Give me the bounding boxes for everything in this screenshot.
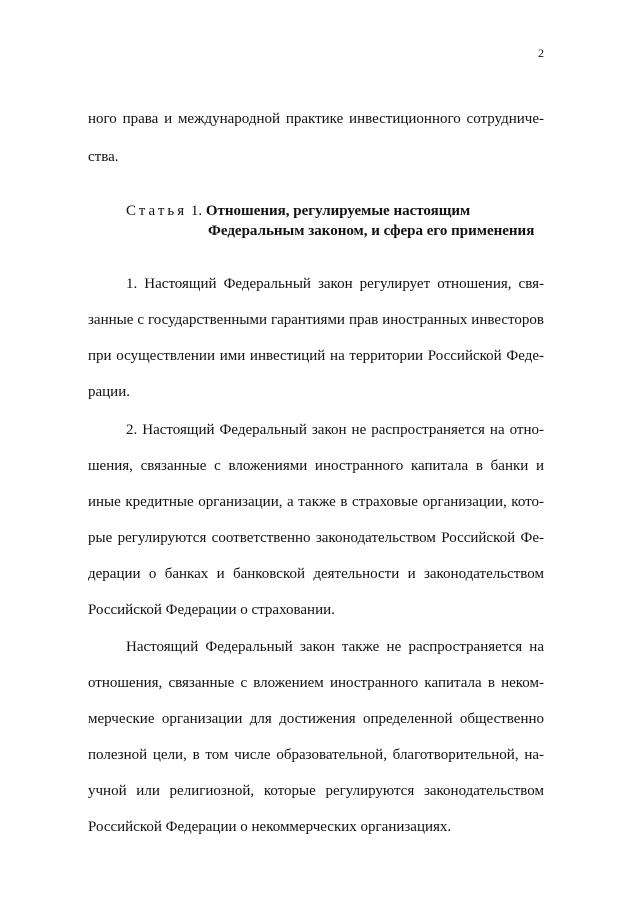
- paragraph-2-line-5: дерации о банках и банковской деятельности и законодательством: [88, 566, 544, 582]
- paragraph-2-line-3: иные кредитные организации, а также в страховые организации, кото-: [88, 494, 544, 510]
- paragraph-3-line-2: отношения, связанные с вложением иностранного капитала в неком-: [88, 675, 544, 691]
- article-number: 1.: [187, 203, 206, 219]
- paragraph-2-line-1: 2. Настоящий Федеральный закон не распространяется на отно-: [126, 422, 544, 438]
- paragraph-1-line-3: при осуществлении ими инвестиций на территории Российской Феде-: [88, 348, 544, 364]
- paragraph-2-line-6: Российской Федерации о страховании.: [88, 602, 335, 618]
- paragraph-3-line-6: Российской Федерации о некоммерческих организациях.: [88, 819, 452, 835]
- intro-line-2: ства.: [88, 149, 119, 165]
- paragraph-3-line-4: полезной цели, в том числе образовательной, благотворительной, на-: [88, 747, 544, 763]
- paragraph-2-line-2: шения, связанные с вложениями иностранного капитала в банки и: [88, 458, 544, 474]
- paragraph-2-line-4: рые регулируются соответственно законодательством Российской Фе-: [88, 530, 544, 546]
- intro-line-1: ного права и международной практике инвестиционного сотрудниче-: [88, 111, 544, 127]
- paragraph-3-line-1: Настоящий Федеральный закон также не распространяется на: [126, 639, 544, 655]
- page-number: 2: [538, 46, 544, 60]
- article-title-part-1: Отношения, регулируемые настоящим: [205, 203, 471, 219]
- article-title-part-2: Федеральным законом, и сфера его применения: [208, 223, 535, 239]
- paragraph-3-line-5: учной или религиозной, которые регулируются законодательством: [88, 783, 544, 799]
- paragraph-1-line-4: рации.: [88, 384, 130, 400]
- paragraph-1-line-2: занные с государственными гарантиями прав иностранных инвесторов: [88, 312, 544, 328]
- article-label: Статья: [126, 203, 188, 219]
- paragraph-1-line-1: 1. Настоящий Федеральный закон регулирует отношения, свя-: [126, 276, 544, 292]
- paragraph-3-line-3: мерческие организации для достижения определенной общественно: [88, 711, 544, 727]
- article-heading-line-1: [126, 202, 470, 220]
